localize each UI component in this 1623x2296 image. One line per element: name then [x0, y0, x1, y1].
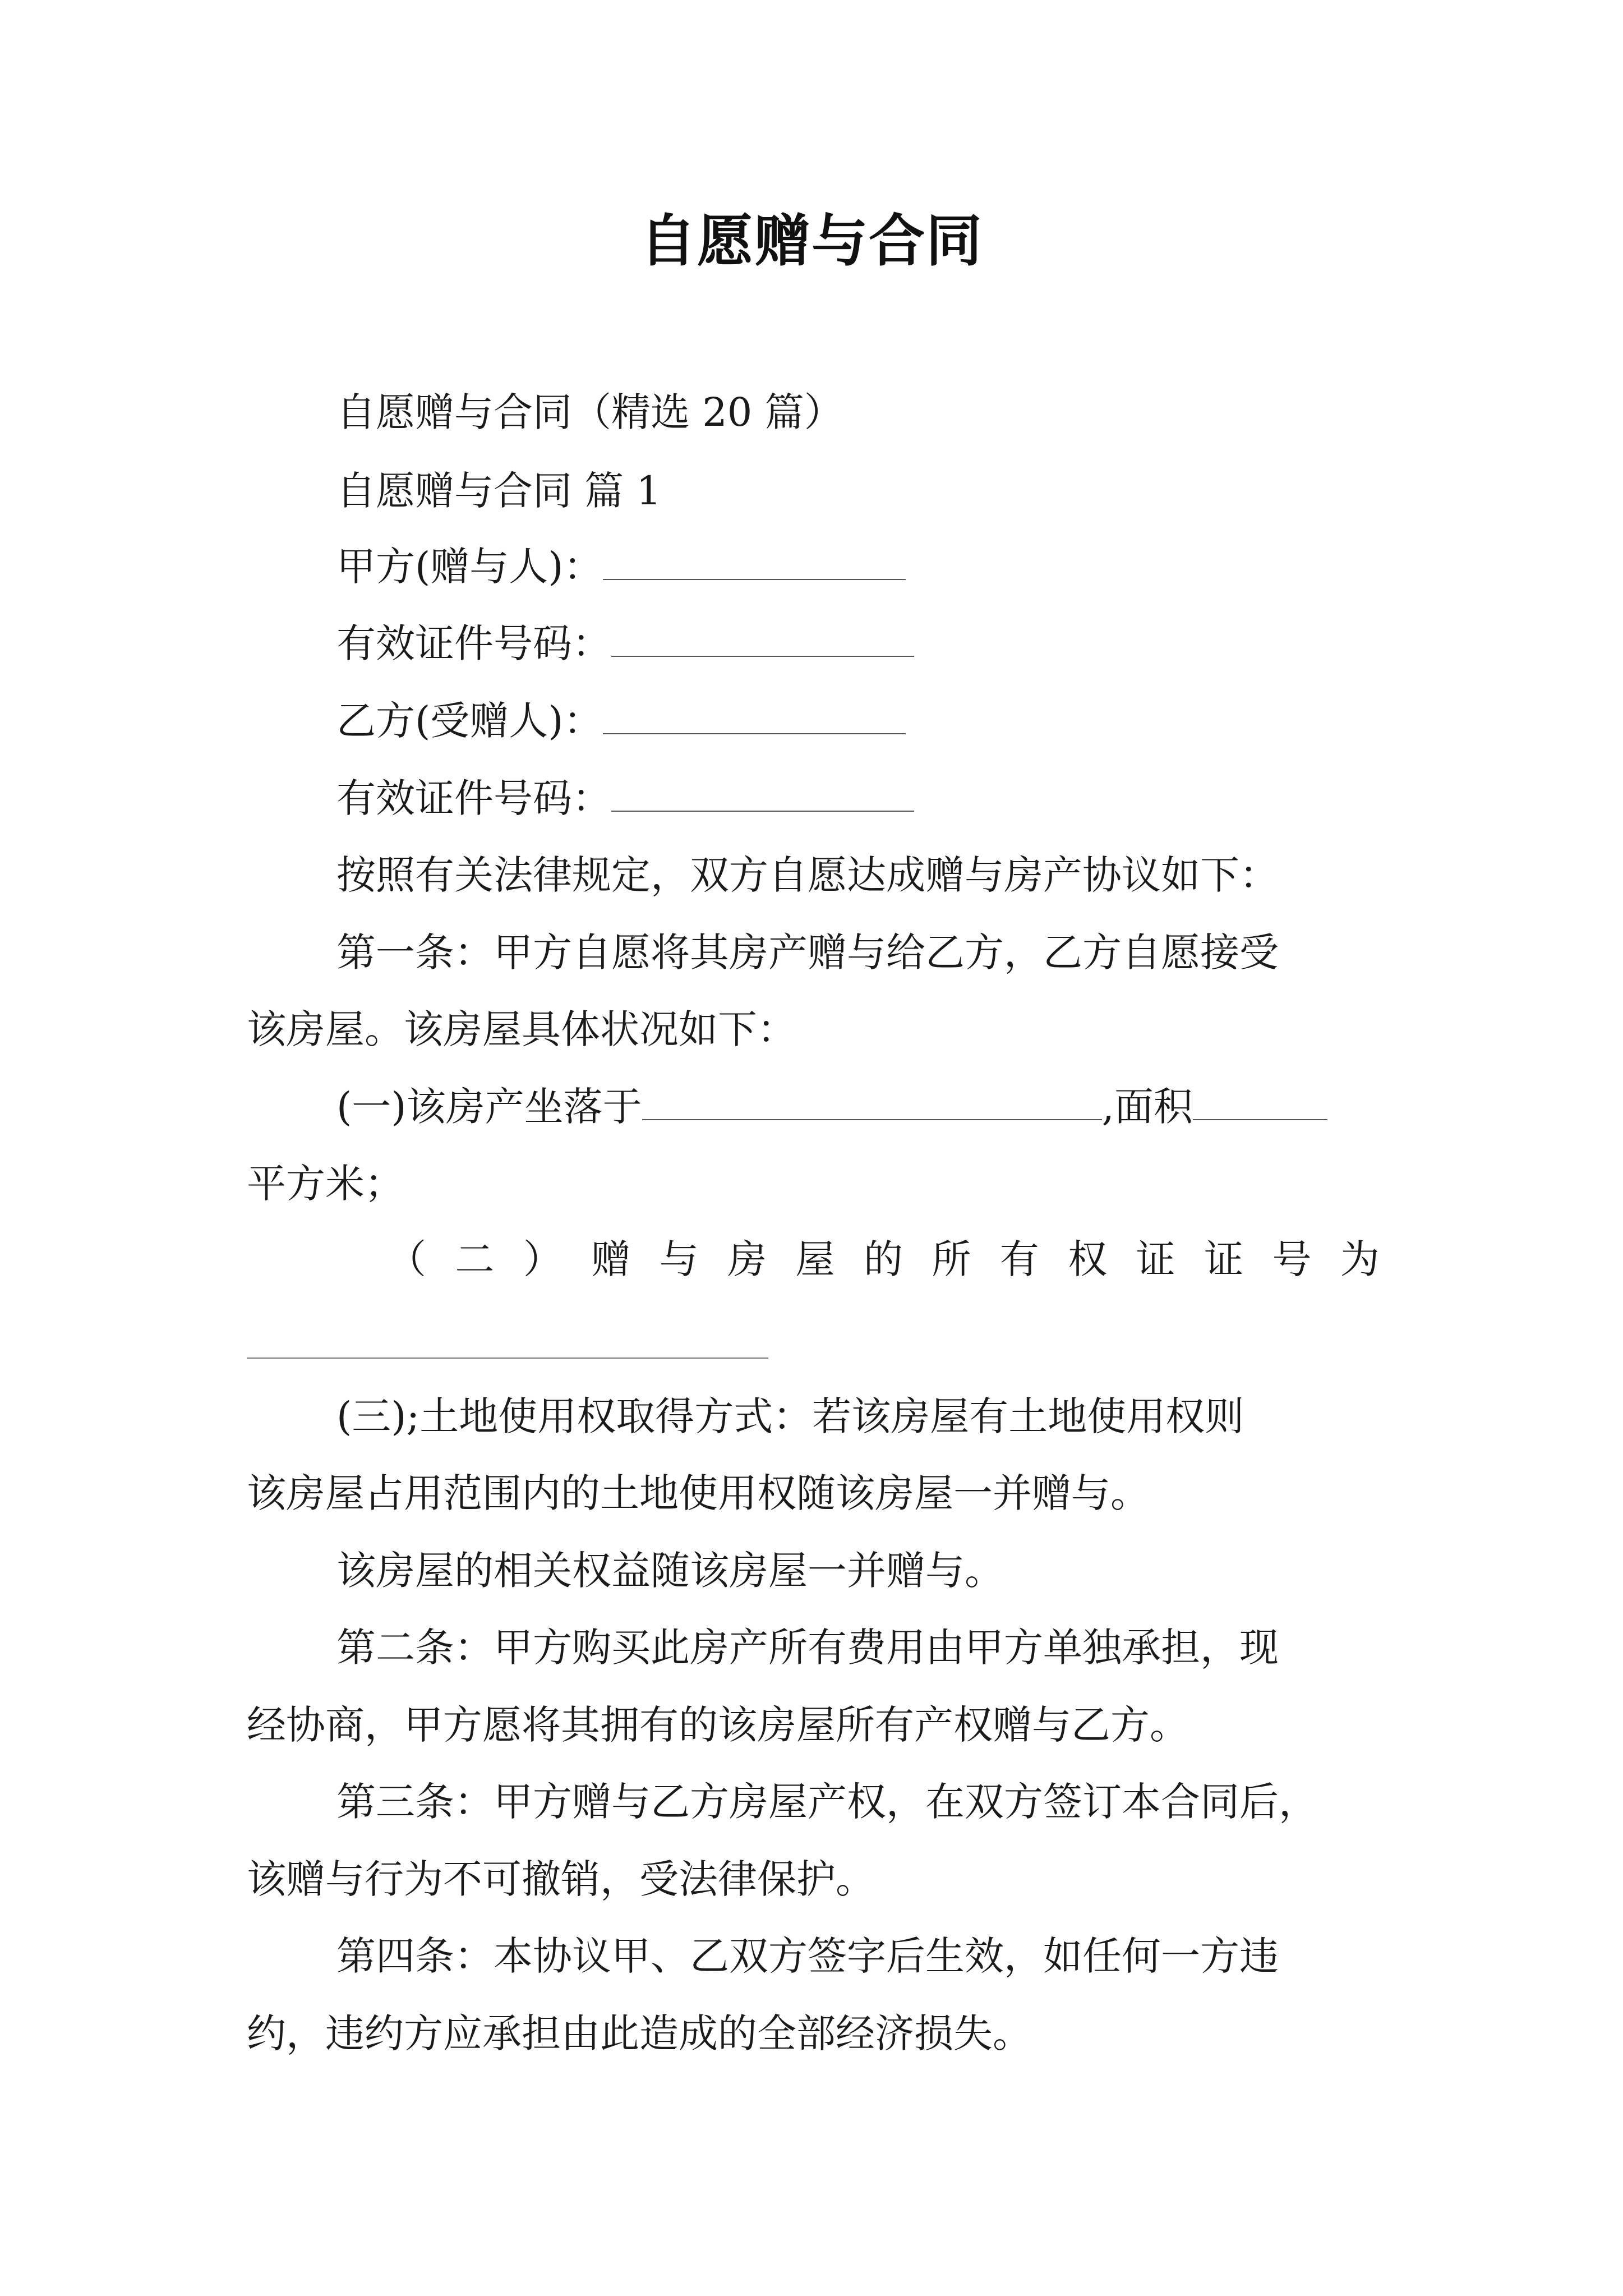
item-2-char: 二	[455, 1236, 495, 1282]
item-2-char: 所	[932, 1236, 971, 1282]
donor-label: 甲方(赠与人)：	[336, 544, 603, 590]
subtitle: 自愿赠与合同（精选 20 篇）	[336, 389, 843, 435]
item-1-mid: ,面积	[1101, 1084, 1193, 1130]
article-1-line-2: 该房屋。该房屋具体状况如下：	[247, 1006, 796, 1052]
item-2-char: 屋	[795, 1236, 835, 1282]
intro-paragraph: 按照有关法律规定，双方自愿达成赠与房产协议如下：	[336, 852, 1279, 898]
item-2-char: （	[387, 1236, 426, 1282]
certificate-number-blank[interactable]	[247, 1358, 768, 1359]
item-1-prefix: (一)该房产坐落于	[336, 1084, 642, 1130]
article-1-line-1: 第一条：甲方自愿将其房产赠与给乙方，乙方自愿接受	[336, 930, 1279, 976]
item-2-char: 证	[1204, 1236, 1244, 1282]
article-3-line-2: 该赠与行为不可撤销，受法律保护。	[247, 1856, 875, 1902]
donor-blank[interactable]	[603, 542, 906, 580]
article-4-line-2: 约，违约方应承担由此造成的全部经济损失。	[247, 2010, 1032, 2056]
item-1-line-2: 平方米；	[247, 1161, 404, 1207]
item-2-char: ）	[523, 1236, 562, 1282]
item-2-char: 房	[727, 1236, 767, 1282]
donor-field	[336, 539, 906, 595]
donee-label: 乙方(受赠人)：	[336, 698, 603, 744]
donee-blank[interactable]	[603, 696, 906, 734]
document-title: 自愿赠与合同	[640, 208, 983, 274]
item-3-line-1: (三);土地使用权取得方式：若该房屋有土地使用权则	[336, 1393, 1244, 1439]
donee-field	[336, 693, 906, 749]
item-2-char: 的	[863, 1236, 903, 1282]
area-blank[interactable]	[1193, 1082, 1327, 1120]
donee-id-blank[interactable]	[611, 774, 914, 812]
donee-id-field	[336, 770, 914, 826]
item-3-line-2: 该房屋占用范围内的土地使用权随该房屋一并赠与。	[247, 1470, 1150, 1516]
item-2-char: 赠	[591, 1236, 631, 1282]
article-4-line-1: 第四条：本协议甲、乙双方签字后生效，如任何一方违	[336, 1933, 1279, 1979]
donor-id-blank[interactable]	[611, 619, 914, 657]
location-blank[interactable]	[642, 1082, 1102, 1120]
article-2-line-1: 第二条：甲方购买此房产所有费用由甲方单独承担，现	[336, 1625, 1279, 1671]
item-2-char: 证	[1136, 1236, 1175, 1282]
donor-id-label: 有效证件号码：	[336, 620, 611, 666]
rights-paragraph: 该房屋的相关权益随该房屋一并赠与。	[336, 1548, 1004, 1594]
donee-id-label: 有效证件号码：	[336, 775, 611, 821]
item-2-char: 号	[1272, 1236, 1312, 1282]
donor-id-field	[336, 615, 914, 671]
item-2-char: 与	[659, 1236, 699, 1282]
item-2-char: 权	[1068, 1236, 1108, 1282]
article-3-line-1: 第三条：甲方赠与乙方房屋产权，在双方签订本合同后，	[336, 1779, 1318, 1825]
item-2-char: 为	[1340, 1236, 1380, 1282]
item-2-line	[387, 1231, 1380, 1287]
item-2-char: 有	[999, 1236, 1039, 1282]
section-heading: 自愿赠与合同 篇 1	[336, 468, 662, 514]
article-2-line-2: 经协商，甲方愿将其拥有的该房屋所有产权赠与乙方。	[247, 1702, 1189, 1748]
item-1-line-1	[336, 1079, 1327, 1135]
